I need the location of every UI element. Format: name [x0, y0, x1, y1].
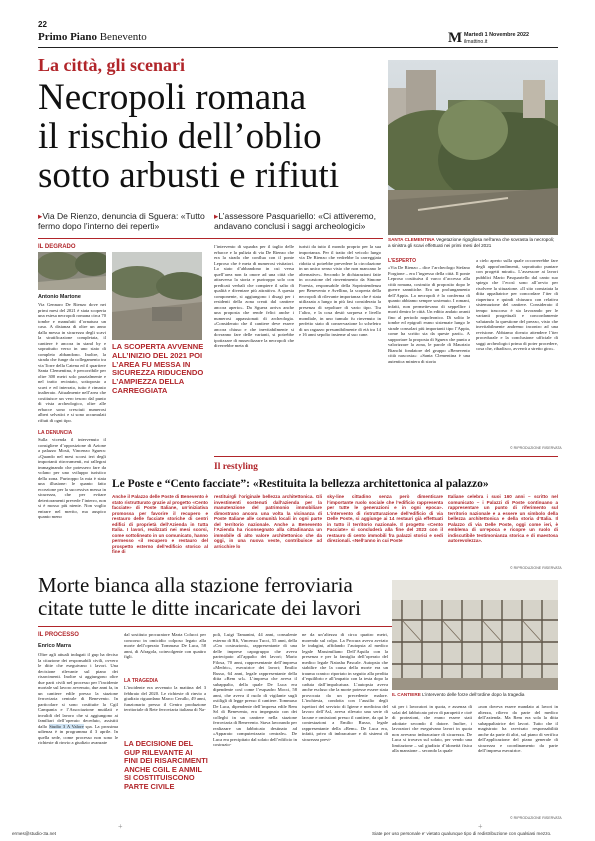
necropolis-photo: [388, 60, 558, 235]
label-processo: IL PROCESSO: [38, 632, 79, 638]
headline-line-1: Necropoli romana: [38, 77, 307, 118]
copyright-note-3: © RIPRODUZIONE RISERVATA: [510, 816, 562, 820]
label-degrado: IL DEGRADO: [38, 244, 76, 250]
body-col-mid2: turisti da tutto il mondo proprio per la sua importanza. Per il tratto del veicolo lungo via De Rienzo che vedrebbe la carreggiata ridotta si potrebbe prevedere la circolazione in un unico senso visto che non mancano le alternative». Secondo le dichiarazioni fatte in occasione del rinvenimento da Simone Foresta, responsabile della Soprintendenza per Benevento e Avellino, la scoperta della necropoli di rilevante importanza che è stata utilizzata a lungo in più fasi considerata la presenza di sepolture di vario tipo. Tra l’altro, e la cosa destò sorpresa e livello mondiale, in uno tumulo fu rinvenuto in perfetto stato di conservazione lo scheletro di un ragazzo presumibilmente di età tra 14 e 16 anni sepolto insieme al suo cane.: [299, 244, 381, 337]
processo-col-3: poli, Luigi Tamanini, 44 anni, consulente esterno di Rfi, Vincenzo Tucci, 55 anni, della «Cm costruzioni», rappresentante di una delle imprese capogruppo che aveva partecipato all’appalto dei lavori; Mario Filosa, 70 anni, rappresentante dell’impresa «Medric», esecutrice dei lavori; Emilio Russo, 64 anni, legale rappresentante della ditta «Rem srl». L’impresa che aveva il subappalto, della quale De Luca era dipendente così come l’esquadro Mocci, 58 anni, che aveva il ruolo di vigilante sugli ostiligli di legge presso il cantiere. Tommaso De Luca, dipendente dell’impresa edile Rem Srl di Benevento, era impegnato con dei colleghi in un cantiere nella stazione ferroviaria di Benevento. Stava lavorando per realizzare un fabbricato destinato ad «Apparato computerizzato centrale». De Luca era precipitato dal solaio dell’edificio in costruzio-: [213, 632, 297, 747]
caption-label: SANTA CLEMENTINA: [388, 237, 435, 242]
headline-line-2: il rischio dell’oblio: [38, 116, 322, 157]
restyling-col-1: Anche il Palazzo delle Poste di Benevento è stato ristrutturato grazie al progetto «Cento facciate» di Poste Italiane, un’iniziativa promossa per favorire il recupero e restauro delle facciate storiche di centri edifici di proprietà dell’Azienda in tutta Italia. I lavori, realizzati nei mesi scorsi, come sottolineato in un comunicato, hanno permesso «il recupero e restauro del prospetto esterno dell’edificio storico al fine di: [112, 494, 208, 554]
necropolis-photo-caption: [388, 237, 558, 248]
processo-col-6: «non doveva essere mandato ai lavori in altezza, rilievo da parte del medico dell’azienda. Ma Rem era sola la ditta subappaltatrice dei lavori. Tutto che il magistrato ha ravvisato responsabilità anche da parte di altri, sul piano di verifica dell’applicazione del piano generale di sicurezza e coordinamento da parte dell’impresa esecutrice.: [478, 704, 558, 753]
restyling-headline: Le Poste e “Cento facciate”: «Restituita la bellezza architettonica al palazzo»: [112, 478, 489, 490]
stazione-headline-line-2: citate tutte le ditte incaricate dei lavori: [38, 596, 362, 620]
pull-quote-2: LA DECISIONE DEL GUP RILEVANTE AI FINI DEI RISARCIMENTI ANCHE CGIL E ANMIL SI COSTITUISCONO PARTE CIVILE: [124, 739, 208, 791]
cantiere-stazione-caption: [392, 692, 558, 698]
section-edition: Benevento: [99, 31, 147, 43]
cantiere-stazione-photo: [392, 580, 558, 690]
restyling-label: Il restyling: [214, 462, 258, 472]
processo-col-2b: L’incidente era avvenuto la mattina del 3 febbraio del 2020. Le richieste di rinvio a giudizio riguardano Marco Cerullo, 49 anni, funzionario presso il Centro produzione territoriale di Rete ferroviaria italiana di Na-: [124, 685, 206, 712]
author-degrado: Antonio Martone: [38, 294, 81, 300]
issue-date: Martedì 1 Novembre 2022: [464, 32, 530, 38]
main-headline: [38, 78, 378, 195]
cantiere-stazione-photo-image: [392, 580, 558, 690]
restyling-col-2: restituirgli l’originale bellezza architettonica. Gli investimenti sostenuti dall’azienda per la manutenzione del patrimonio immobiliare dimostrano ancora una volta la vicinanza di Poste Italiane alle comunità locali in ogni parte del territorio nazionale. Anche a Benevento l’Azienda ha riconsegnato alla cittadinanza un immobile di alto valore architettonico che da oggi, in una nuova veste, contribuisce ad arricchire lo: [214, 494, 322, 549]
copyright-note-2: © RIPRODUZIONE RISERVATA: [510, 566, 562, 570]
caption-text: Vegetazione rigogliosa nell’area che sovrasta la necropoli; a sinistra gli scavi effettuati nei primi mesi del 2021: [388, 237, 555, 248]
processo-col-4: ne da un’altezza di circa quattro metri, morendo sul colpo. La Procura aveva avviato le indagini, affidando l’autopsia al medico legale Massimiliano Dell’Aquila con la presenza e per la famiglia dell’operaio del medico legale Natasha Pascale. Autopsia che stabilire che la causa della morte era un trauma cranico riportato in seguito alla perdita d’equilibrio e all’impatto con la testa dopo la caduta dall’impalcatura. L’autopsia aveva anche escluso che la morte potesse essere stata provocata da un precedente malore. L’inchiesta, condotta con l’ausilio degli ispettori del servizio di Igiene e medicina del lavoro dell’Asl, aveva rilevato una serie di lacune e omissioni presso il cantiere, da qui le contestazioni a Emilio Russo, legale rappresentante della «Rem». De Luca era, infatti, privo di imbracature e di sistemi di sicurezza previ-: [302, 632, 388, 742]
red-rule-top: [38, 238, 383, 239]
headline-line-3: sotto arbusti e rifiuti: [38, 155, 340, 196]
denuncia-text: Sulla vicenda il intervenuto il consigliere d’opposizione di Azione a palazzo Mosti, Vincenzo Sguera: «Quando nel mesi scorsi ieri degli importanti ritrovamenti, mi rallegrai immaginando che potessero fare da volano per uno sviluppo turistico della zona. Purtroppo la mia è stata una illusione: le quanto fatto eccezione per la successiva messa in sicurezza, che per evitare deterioramenti prevede l’interro, non si è mosso più niente. Non voglio entrare nel merito, ma auspico quanto meno: [38, 437, 106, 519]
mattino-logo: M: [448, 30, 463, 46]
crop-mark-left: +: [118, 822, 123, 831]
necropolis-photo-image: [388, 60, 558, 235]
cantiere-caption-text: L’intervento delle forze dell’ordine dopo la tragedia: [422, 692, 525, 697]
degrado-photo: [38, 252, 106, 290]
cantiere-photo: [112, 252, 202, 340]
footer-email: ermes@studio-3a.net: [12, 831, 56, 836]
esperto-text: «Via De Rienzo – dice l’archeologo Stefano Forgione – era l’ingresso della città. Il ponte Leproso costituiva il varco d’accesso alla città romana, costruito di proposito dopo le guerre sannitiche. Era un prolungamento dell’Appia. La necropoli è la conferma di quanto abbiamo sempre sostenuto. I romani, infatti, non permettevano di seppellire i morti dentro le città. Un editto andato avanti fino al periodo napoleonico. Di solito le tombe ed epigrafi erano sistemate lungo le strade consolari più importanti tipo l’Appia, come ha scritto sta da queste parti». A supportare la proposta di Sguera che punta a valorizzare la zona, le parole di Maurizio Bianchi fondatore del gruppo «Benevento città nascosta»: «Santa Clementina è una autentica miniera di storia: [388, 265, 470, 364]
red-rule-processo: [38, 626, 395, 627]
label-esperto: L’ESPERTO: [388, 258, 416, 264]
body-col-mid1: l’intervento di squadra per il taglio delle erbacce e la pulizia di via De Rienzo che era la strada che conflua con il ponte Leproso che è meta di numerosi visitatori. Lo stato d’abbandono in cui versa quell’area non fa onore ad una città che attraverso la storia e purtroppo solo con predicati verbali che compiere il salto di qualità e diventare più attrattiva. A questa componente, si aggiungono i disagi per i residenti della zona creati dal cantiere ancora aperto». Da Sguera arriva anche una proposta che rende felici anche i numerosi appassionati di archeologia. «Considerato che il cantiere deve essere ancora chiuso e che inevitabilmente si dovranno fare delle varianti, si potrebbe ipotizzare di museolizzare la necropoli che diverrebbe meta di: [214, 244, 294, 348]
kicker: La città, gli scenari: [38, 55, 185, 75]
header-rule: [38, 47, 558, 48]
section-title: [38, 31, 147, 43]
body-col-right2: a cielo aperto sulla quale occorrerebbe fare degli approfondimenti, soprattutto puntare con progetti mirati». L’assessore ai lavori pubblici Mario Pasquariello dal canto suo spiega che l’ecosì sono all’avvio per risolvere la situazione. «Il sito constatata la ditta appaltatrice per concordare l’iter di riapertura e quindi chiusura con relativa sistemazione del cantiere. Considerato il tempo trascorso è sta lavorando per le varianti progettuali e concordamente valutando la questione del prezzo, visto che inevitabilmente andremo incontro ad una revisione. Abbiamo dovuto attendere l’iter procedurale e la conclusione ufficiale di saggi archeologici prima di poter procedere, cosa che, ribadisco, avverrà a stretto giro».: [476, 258, 558, 351]
subhead-left: ▸Via De Rienzo, denuncia di Sguera: «Tutto fermo dopo l’interno dei reperti»: [38, 211, 205, 231]
copyright-note-1: © RIPRODUZIONE RISERVATA: [510, 446, 562, 450]
degrado-text: Via Gennaro De Rienzo dove nei primi mesi del 2021 è stata scoperta una estesa necropoli romana circa 70 tombe e manufatti d’ornatura un caso. A distanza di oltre un anno dalla messa in sicurezza degli scavi la stratificazione completata, il cantiere è ancora in stand by e soprattutto verso in uno stato di completo abbandono. Inoltre, la strada che funge da collegamento tra via Torre della Catena ed il quartiere Santa Clementina, è percorribile per oltre 300 metri solo parzialmente e nel tratto recintato, sottoposto a scavi e ed interrato, tutto è rimasto inalterato. Attualmente nell’area che costituisce un vero tesoro dal punto di vista archeologico, oltre alle erbacce sono cresciuti numerosi alberi selvatici e si sono accumulati rifiuti di ogni tipo.: [38, 302, 106, 423]
label-denuncia: LA DENUNCIA: [38, 430, 73, 436]
processo-col-2: dal sostituto procuratore Maria Colucci per concorso in omicidio colposo legato alla morte dell’operaio Tommaso De Luca, 58 anni, di Afragola, coinvolgente con quattro figli.: [124, 632, 206, 659]
processo-col-5: sti per i lavoratori in quota, e assenza di solai del fabbricato privo di parapetti e cioè di protezioni, che erano essere stati adottate secondo il datore. Inoltre, i lavoratori che eseguivano lavori in quota non avevano imbracature di sicurezza. De Luca si trovava sul solaio, per vendo una limitazione – sul giudizio d’idoneità fisica alla mansione – secondo la quale: [392, 704, 472, 753]
site-url: ilmattino.it: [464, 39, 488, 45]
label-tragedia: LA TRAGEDIA: [124, 678, 158, 684]
footer-notice: Siate per uso personale e’ vietato qualunque tipo di redistribuzione con qualsiasi mezzo.: [372, 831, 552, 836]
crop-mark-right: +: [478, 822, 483, 831]
subhead-right: ▸L’assessore Pasquariello: «Ci attiveremo, andavano conclusi i saggi archeologici»: [214, 211, 376, 231]
degrado-photo-image: [38, 252, 106, 290]
author-processo: Enrico Marra: [38, 643, 71, 649]
stazione-headline-line-1: Morte bianca alla stazione ferroviaria: [38, 573, 353, 597]
highlighted-firm-name: Studio 3 A Valore: [49, 723, 84, 729]
cantiere-caption-label: IL CANTIERE: [392, 692, 421, 697]
stazione-headline: [38, 574, 428, 620]
cantiere-photo-image: [112, 252, 202, 340]
section-name: Primo Piano: [38, 31, 97, 43]
pull-quote-1: LA SCOPERTA AVVENNE ALL’INIZIO DEL 2021 POI L’AREA FU MESSA IN SICUREZZA RIDUCENDO L’AMPIEZZA DELLA CARREGGIATA: [112, 342, 204, 395]
restyling-col-3: sky-line cittadino senza però dimenticare l’importante ruolo sociale che l’edificio rappresenta per tutte le generazioni e in ogni epoca». L’intervento di ristrutturazione dell’edificio di via Delle Poste, si aggiunge ai 14 restauri già effettuati in tutto il territorio nazionale. Il progetto «Cento Facciate» si concluderà alla fine del 2023 con il restauro di cento immobili fra palazzi storici e sedi direzionali. «Nell’anno in cui Poste: [327, 494, 443, 543]
processo-col-1: Oltre agli attuali indagati il gup ha deciso la citazione dei responsabili civili, ovvero le ditte che eseguivano i lavori. Una decisione rilevante sul piano dei risarcimenti. Inoltre si aggiungono oltre due parti civili nel processo per l’incidente mortale sul lavoro avvenuto, due anni fa, in un cantiere edile presso la stazione ferroviaria centrale di Benevento. In particolare si sono costituite la Cgil Campania e l’Associazione mutilati e invalidi del lavoro che si aggiungono ai familiari dell’operaio deceduto, assistiti dallo Studio 3 A Valore spa. La prossima udienza è in programma il 3 aprile. In quella sede, come processo non sono le richieste di rinvio a giudizio avanzate: [38, 652, 118, 745]
restyling-col-4: Italiane celebra i suoi 160 anni – scritto nel comunicato – i Palazzi di Poste continuano a rappresentare un punto di riferimento sul territorio nazionale e a essere un simbolo della bellezza architettonica e della storia d’Italia. Il Palazzo di via Delle Poste, oggi come ieri, è emblema di un’epoca e ricopre un ruolo di indiscutibile testimonianza storica e di maestosa autorevolezza».: [448, 494, 558, 543]
red-rule-restyling: [214, 456, 558, 457]
page-number: 22: [38, 20, 47, 29]
